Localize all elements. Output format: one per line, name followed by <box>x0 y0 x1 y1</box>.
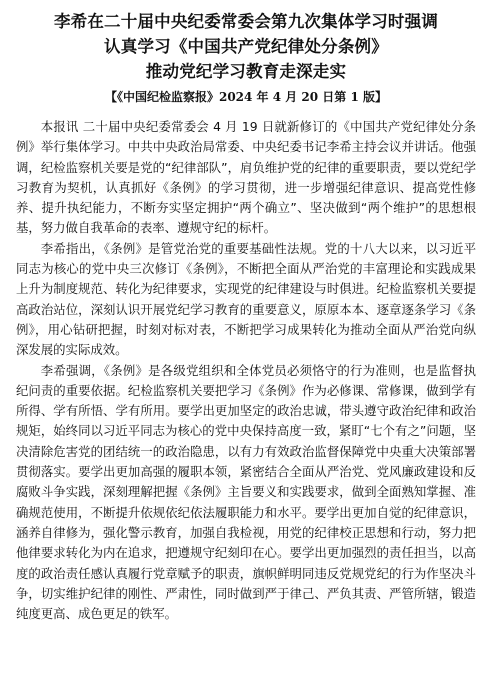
body-paragraph: 李希强调，《条例》是各级党组织和全体党员必须恪守的行为准则，也是监督执纪问责的重要依据。纪检监察机关要把学习《条例》作为必修课、常修课，做到学有所得、学有所悟、学有所用。要学出更加坚定的政治忠诚，带头遵守政治纪律和政治规矩，始终同以习近平同志为核心的党中央保持高度一致，紧盯“七个有之”问题，坚决清除危害党的团结统一的政治隐患，以有力有效政治监督保障党中央重大决策部署贯彻落实。要学出更加高强的履职本领，紧密结合全面从严治党、党风廉政建设和反腐败斗争实践，深刻理解把握《条例》主旨要义和实践要求，做到全面熟知掌握、准确规范使用，不断提升依规依纪依法履职能力和水平。要学出更加自觉的纪律意识，涵养自律修为，强化警示教育，加强自我检视，用党的纪律校正思想和行动，努力把他律要求转化为内在追求，把遵规守纪刻印在心。要学出更加强烈的责任担当，以高度的政治责任感认真履行党章赋予的职责，旗帜鲜明同违反党规党纪的行为作坚决斗争，切实维护纪律的刚性、严肃性，同时做到严于律己、严负其责、严管所辖，锻造纯度更高、成色更足的铁军。 <box>16 362 476 622</box>
headline-line-3: 推动党纪学习教育走深走实 <box>145 62 347 81</box>
headline-line-2: 认真学习《中国共产党纪律处分条例》 <box>104 37 388 56</box>
article-source: 【《中国纪检监察报》2024 年 4 月 20 日第 1 版】 <box>104 90 388 104</box>
article-body <box>16 117 476 624</box>
article-headline <box>16 9 476 84</box>
body-paragraph: 李希指出，《条例》是管党治党的重要基础性法规。党的十八大以来，以习近平同志为核心的党中央三次修订《条例》，不断把全面从严治党的丰富理论和实践成果上升为制度规范、转化为纪律要求，实现党的纪律建设与时俱进。纪检监察机关要提高政治站位，深刻认识开展党纪学习教育的重要意义，原原本本、逐章逐条学习《条例》，用心钻研把握，时刻对标对表，不断把学习成果转化为推动全面从严治党向纵深发展的实际成效。 <box>16 240 476 358</box>
headline-line-1: 李希在二十届中央纪委常委会第九次集体学习时强调 <box>53 12 439 31</box>
body-paragraph: 本报讯 二十届中央纪委常委会 4 月 19 日就新修订的《中国共产党纪律处分条例》举行集体学习。中共中央政治局常委、中央纪委书记李希主持会议并讲话。他强调，纪检监察机关要是党的“纪律部队”，肩负维护党的纪律的重要职责，要以党纪学习教育为契机，认真抓好《条例》的学习贯彻，进一步增强纪律意识、提高党性修养、提升执纪能力，不断夯实坚定拥护“两个确立”、坚决做到“两个维护”的思想根基，努力做自我革命的表率、遵规守纪的标杆。 <box>16 119 476 236</box>
